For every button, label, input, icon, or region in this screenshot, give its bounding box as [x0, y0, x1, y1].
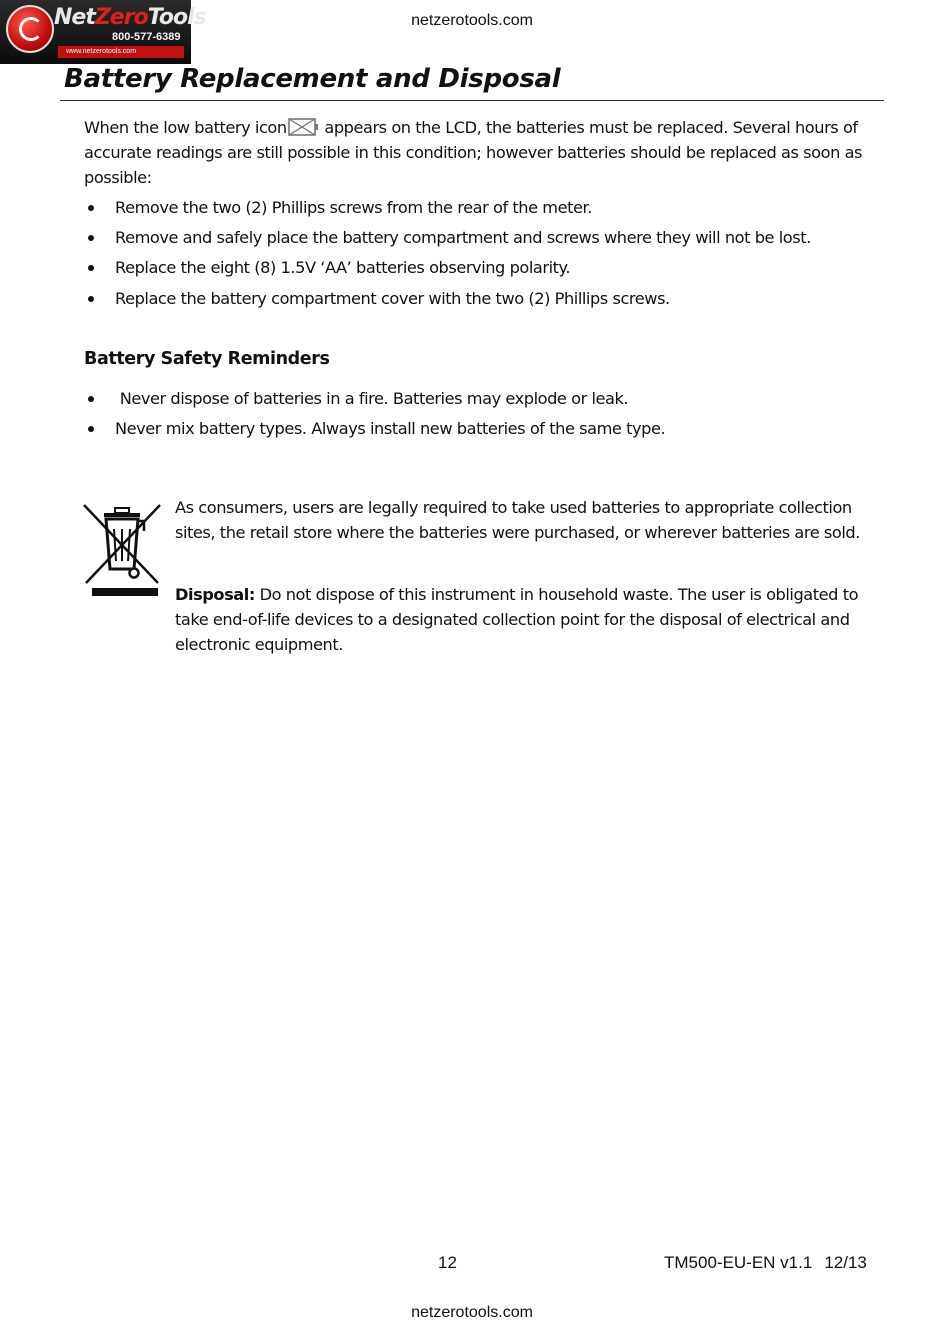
page-number: 12 — [438, 1253, 457, 1272]
bullet-icon — [88, 396, 94, 402]
bullet-icon — [88, 205, 94, 211]
header-site: netzerotools.com — [411, 12, 533, 29]
title-rule — [60, 100, 884, 101]
bullet-icon — [88, 426, 94, 432]
doc-id: TM500-EU-EN v1.1 — [664, 1253, 813, 1272]
bullet-icon — [88, 296, 94, 302]
footer-doc-info — [664, 1253, 867, 1273]
page-title: Battery Replacement and Disposal — [64, 64, 561, 94]
safety-text: Never dispose of batteries in a fire. Batteries may explode or leak. — [115, 389, 629, 408]
logo-phone: 800-577-6389 — [112, 31, 181, 43]
intro-text-before: When the low battery icon — [84, 118, 287, 137]
step-text: Replace the eight (8) 1.5V ‘AA’ batteries observing polarity. — [115, 258, 571, 277]
step-text: Replace the battery compartment cover with the two (2) Phillips screws. — [115, 289, 670, 308]
step-text: Remove and safely place the battery compartment and screws where they will not be lost. — [115, 228, 811, 247]
logo-brand-name: NetZeroTools — [54, 5, 206, 30]
step-text: Remove the two (2) Phillips screws from the rear of the meter. — [115, 198, 592, 217]
bullet-icon — [88, 235, 94, 241]
disposal-label: Disposal: — [175, 585, 255, 604]
crossed-out-wheelie-bin-icon — [82, 503, 162, 598]
disposal-paragraph — [175, 582, 885, 657]
low-battery-icon — [287, 116, 320, 138]
intro-paragraph — [84, 115, 874, 190]
netzerotools-logo — [0, 0, 206, 64]
bullet-icon — [88, 265, 94, 271]
consumers-paragraph: As consumers, users are legally required to take used batteries to appropriate collection sites, the retail store where the batteries were purchased, or wherever batteries are sold. — [175, 498, 860, 542]
logo-url: www.netzerotools.com — [58, 46, 184, 58]
safety-heading: Battery Safety Reminders — [84, 349, 330, 369]
doc-date: 12/13 — [824, 1253, 867, 1272]
safety-text: Never mix battery types. Always install new batteries of the same type. — [115, 419, 666, 438]
intro-text-after: appears on the LCD, the batteries must be replaced. Several hours of accurate readings are still possible in this condition; however batteries should be replaced as soon as possible: — [84, 118, 863, 187]
disposal-text: Do not dispose of this instrument in household waste. The user is obligated to take end-of-life devices to a designated collection point for the disposal of electrical and electronic equipment. — [175, 585, 859, 654]
footer-site: netzerotools.com — [411, 1304, 533, 1321]
